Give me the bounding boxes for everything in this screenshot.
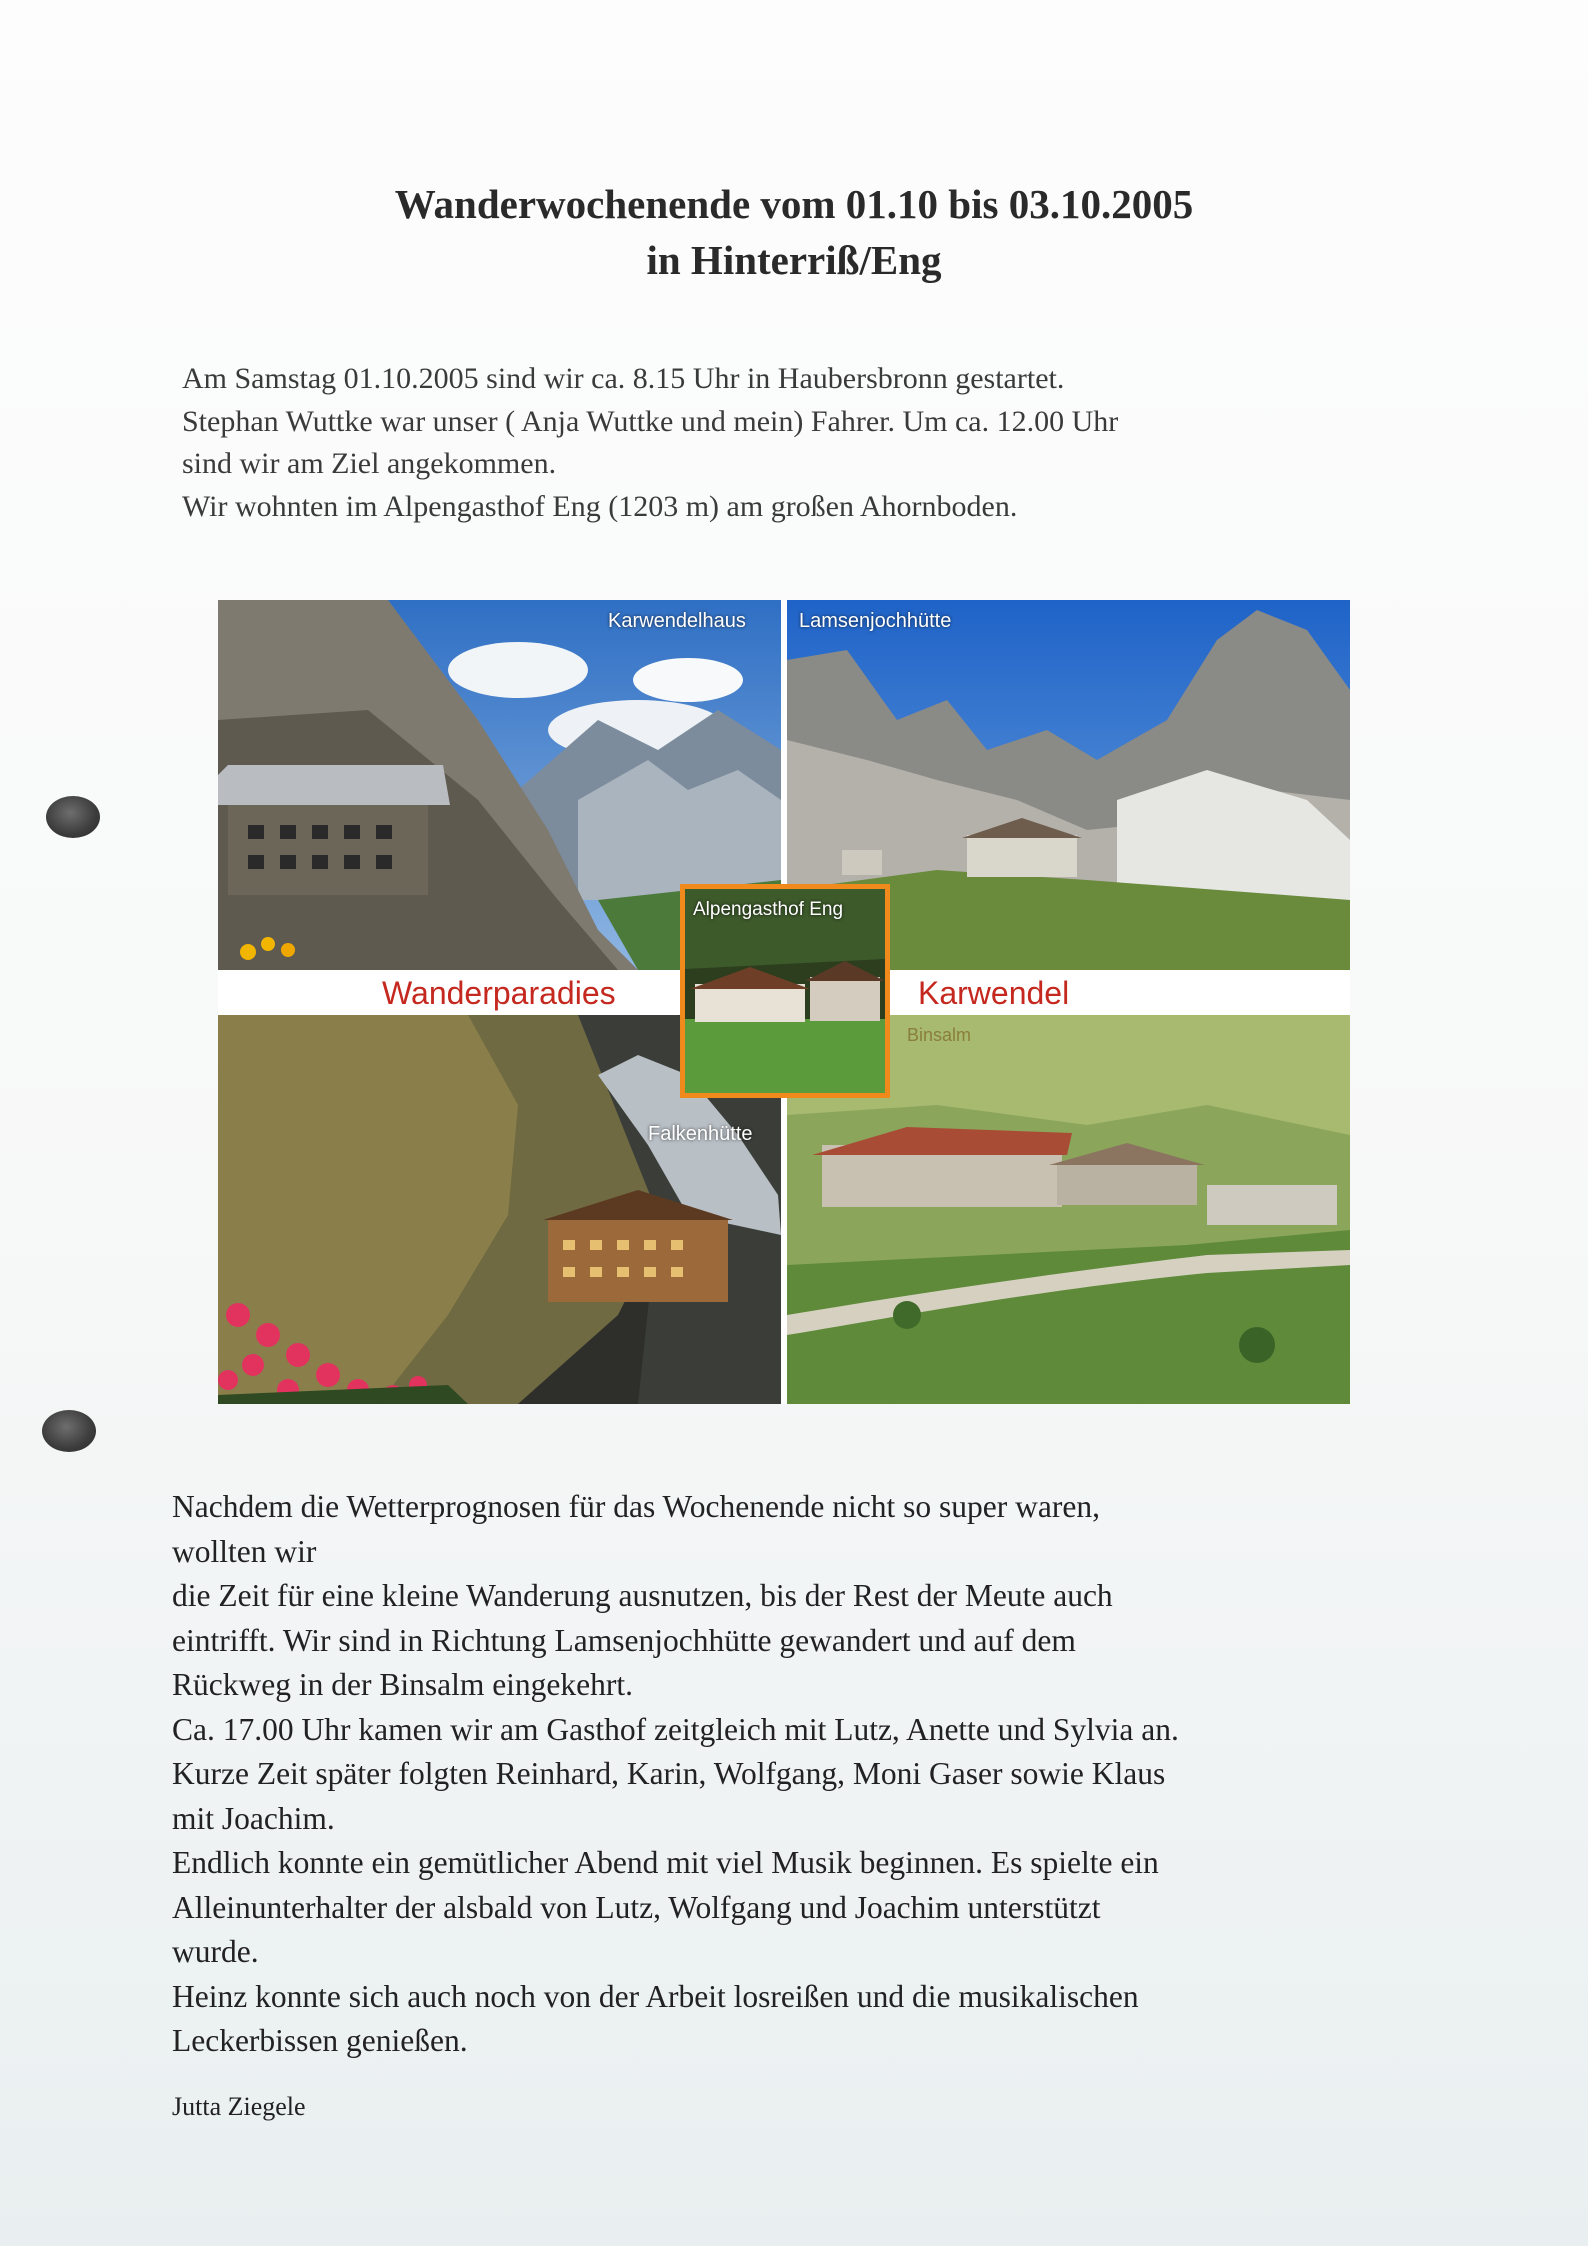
story-line: Ca. 17.00 Uhr kamen wir am Gasthof zeitgleich mit Lutz, Anette und Sylvia an. — [172, 1711, 1179, 1747]
story-line: Leckerbissen genießen. — [172, 2023, 468, 2058]
story-line: die Zeit für eine kleine Wanderung ausnutzen, bis der Rest der Meute auch — [172, 1578, 1113, 1613]
story-line: eintrifft. Wir sind in Richtung Lamsenjochhütte gewandert und auf dem — [172, 1622, 1076, 1658]
banner-wanderparadies: Wanderparadies — [382, 975, 616, 1011]
story-line: Heinz konnte sich auch noch von der Arbeit losreißen und die musikalischen — [172, 1978, 1139, 2014]
title-line-2: in Hinterriß/Eng — [646, 237, 942, 283]
intro-paragraph — [182, 358, 1442, 528]
inset-alpengasthof — [680, 884, 890, 1098]
banner-karwendel: Karwendel — [918, 975, 1070, 1011]
story-line: Nachdem die Wetterprognosen für das Wochenende nicht so super waren, — [172, 1489, 1100, 1524]
punch-hole-top — [46, 796, 100, 838]
intro-line: Am Samstag 01.10.2005 sind wir ca. 8.15 Uhr in Haubersbronn gestartet. — [182, 362, 1065, 395]
story-line: wurde. — [172, 1934, 259, 1969]
story-line: wollten wir — [172, 1533, 317, 1569]
story-line: Endlich konnte ein gemütlicher Abend mit viel Musik beginnen. Es spielte ein — [172, 1845, 1159, 1880]
intro-line: Wir wohnten im Alpengasthof Eng (1203 m) am großen Ahornboden. — [182, 489, 1018, 523]
intro-line: sind wir am Ziel angekommen. — [182, 447, 557, 480]
page-title — [0, 176, 1588, 288]
story-line: Rückweg in der Binsalm eingekehrt. — [172, 1667, 634, 1702]
title-line-1: Wanderwochenende vom 01.10 bis 03.10.2005 — [394, 181, 1194, 227]
story-line: mit Joachim. — [172, 1800, 335, 1836]
label-falkenhuette: Falkenhütte — [648, 1123, 753, 1145]
postcard-image — [218, 600, 1350, 1404]
story-line: Alleinunterhalter der alsbald von Lutz, Wolfgang und Joachim unterstützt — [172, 1889, 1101, 1925]
label-lamsenjochhuette: Lamsenjochhütte — [799, 610, 952, 632]
author-signature: Jutta Ziegele — [172, 2092, 306, 2121]
story-line: Kurze Zeit später folgten Reinhard, Karin, Wolfgang, Moni Gaser sowie Klaus — [172, 1756, 1166, 1791]
label-karwendelhaus: Karwendelhaus — [608, 610, 746, 632]
intro-line: Stephan Wuttke war unser ( Anja Wuttke und mein) Fahrer. Um ca. 12.00 Uhr — [182, 404, 1119, 438]
label-binsalm: Binsalm — [907, 1025, 972, 1045]
label-alpengasthof-eng: Alpengasthof Eng — [693, 899, 844, 920]
punch-hole-bottom — [42, 1410, 96, 1452]
story-paragraph — [172, 1485, 1432, 2064]
